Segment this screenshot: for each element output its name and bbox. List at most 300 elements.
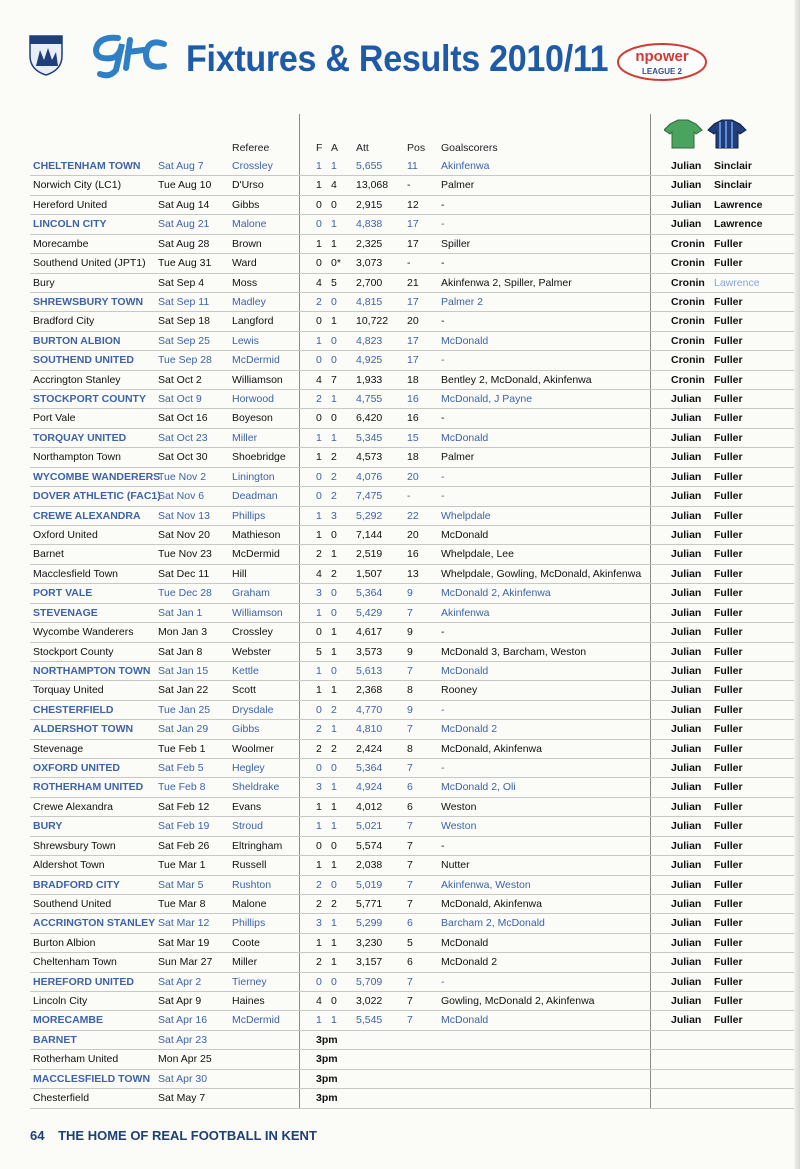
opponent: BRADFORD CITY bbox=[33, 878, 120, 891]
goalkeeper: Julian bbox=[671, 897, 702, 910]
match-date: Sat Dec 11 bbox=[158, 567, 210, 580]
referee: Webster bbox=[232, 645, 271, 658]
opponent: Chesterfield bbox=[33, 1092, 90, 1105]
goals-against: 1 bbox=[331, 315, 337, 328]
league-position: 7 bbox=[407, 897, 413, 910]
goals-for: 0 bbox=[316, 257, 322, 270]
match-date: Tue Feb 1 bbox=[158, 742, 206, 755]
kickoff-time: 3pm bbox=[316, 1092, 338, 1105]
goalscorers: McDonald 2, Akinfenwa bbox=[441, 587, 551, 600]
goals-against: 1 bbox=[331, 237, 337, 250]
referee: McDermid bbox=[232, 354, 280, 367]
fixture-row bbox=[0, 235, 800, 254]
goalkeeper: Julian bbox=[671, 664, 702, 677]
referee: Malone bbox=[232, 897, 267, 910]
goals-for: 1 bbox=[316, 431, 322, 444]
match-date: Sat Apr 2 bbox=[158, 975, 202, 988]
goalkeeper: Julian bbox=[671, 762, 702, 775]
league-position: 22 bbox=[407, 509, 419, 522]
referee: Evans bbox=[232, 800, 262, 813]
opponent: Shrewsbury Town bbox=[33, 839, 116, 852]
opponent: STOCKPORT COUNTY bbox=[33, 393, 146, 406]
league-position: 17 bbox=[407, 354, 419, 367]
match-date: Sun Mar 27 bbox=[158, 956, 213, 969]
opponent: Torquay United bbox=[33, 684, 104, 697]
opponent: Norwich City (LC1) bbox=[33, 179, 122, 192]
league-position: 6 bbox=[407, 800, 413, 813]
league-position: 9 bbox=[407, 645, 413, 658]
goals-for: 1 bbox=[316, 684, 322, 697]
fixture-row bbox=[0, 604, 800, 623]
goals-for: 0 bbox=[316, 626, 322, 639]
opponent: Accrington Stanley bbox=[33, 373, 121, 386]
match-date: Sat Mar 12 bbox=[158, 917, 210, 930]
opponent: Rotherham United bbox=[33, 1053, 119, 1066]
match-date: Sat Nov 13 bbox=[158, 509, 210, 522]
opponent: Bradford City bbox=[33, 315, 95, 328]
goals-for: 1 bbox=[316, 451, 322, 464]
match-date: Sat Oct 9 bbox=[158, 393, 202, 406]
league-position: 17 bbox=[407, 295, 419, 308]
npower-league2-logo bbox=[614, 38, 710, 84]
sub-goalkeeper: Fuller bbox=[714, 315, 743, 328]
sub-goalkeeper: Fuller bbox=[714, 1014, 743, 1027]
opponent: SHREWSBURY TOWN bbox=[33, 295, 144, 308]
npower-text: npower bbox=[635, 48, 689, 65]
opponent: Hereford United bbox=[33, 198, 108, 211]
goals-for: 0 bbox=[316, 762, 322, 775]
goalkeeper: Cronin bbox=[671, 257, 705, 270]
goals-against: 1 bbox=[331, 393, 337, 406]
goals-for: 0 bbox=[316, 839, 322, 852]
goalkeeper: Julian bbox=[671, 1014, 702, 1027]
match-date: Tue Mar 1 bbox=[158, 859, 206, 872]
goals-for: 2 bbox=[316, 548, 322, 561]
fixture-row bbox=[0, 973, 800, 992]
goalkeeper: Cronin bbox=[671, 276, 705, 289]
goals-for: 4 bbox=[316, 276, 322, 289]
referee: Kettle bbox=[232, 664, 259, 677]
attendance: 2,519 bbox=[356, 548, 383, 561]
match-date: Sat Mar 19 bbox=[158, 936, 210, 949]
goals-against: 0 bbox=[331, 334, 337, 347]
league-position: 9 bbox=[407, 587, 413, 600]
match-date: Sat Oct 30 bbox=[158, 451, 208, 464]
fixture-row bbox=[0, 992, 800, 1011]
sub-goalkeeper: Fuller bbox=[714, 897, 743, 910]
opponent: BURY bbox=[33, 820, 63, 833]
match-date: Tue Aug 31 bbox=[158, 257, 212, 270]
sub-goalkeeper: Fuller bbox=[714, 451, 743, 464]
fixture-row bbox=[0, 1089, 800, 1108]
sub-goalkeeper: Sinclair bbox=[714, 179, 752, 192]
goals-for: 0 bbox=[316, 198, 322, 211]
attendance: 5,655 bbox=[356, 160, 383, 172]
goalscorers: - bbox=[441, 975, 445, 988]
goalkeeper: Cronin bbox=[671, 334, 705, 347]
match-date: Sat Aug 7 bbox=[158, 160, 204, 172]
league-position: 5 bbox=[407, 936, 413, 949]
goals-for: 2 bbox=[316, 956, 322, 969]
kickoff-time: 3pm bbox=[316, 1033, 338, 1046]
goalscorers: Akinfenwa 2, Spiller, Palmer bbox=[441, 276, 572, 289]
fixture-row bbox=[0, 701, 800, 720]
attendance: 4,838 bbox=[356, 218, 383, 231]
match-date: Tue Jan 25 bbox=[158, 703, 211, 716]
goals-against: 1 bbox=[331, 160, 337, 172]
goals-against: 1 bbox=[331, 626, 337, 639]
col-head-a: A bbox=[331, 142, 339, 154]
goals-against: 0 bbox=[331, 354, 337, 367]
goals-against: 0 bbox=[331, 878, 337, 891]
match-date: Sat Sep 18 bbox=[158, 315, 210, 328]
goalkeeper: Julian bbox=[671, 936, 702, 949]
goalkeeper: Cronin bbox=[671, 354, 705, 367]
goals-for: 2 bbox=[316, 723, 322, 736]
fixture-row bbox=[0, 914, 800, 933]
referee: Ward bbox=[232, 257, 257, 270]
attendance: 5,292 bbox=[356, 509, 383, 522]
fixture-row bbox=[0, 837, 800, 856]
referee: Scott bbox=[232, 684, 256, 697]
attendance: 1,507 bbox=[356, 567, 383, 580]
goals-for: 1 bbox=[316, 859, 322, 872]
goalscorers: McDonald bbox=[441, 528, 489, 541]
referee: Linington bbox=[232, 470, 275, 483]
goals-against: 5 bbox=[331, 276, 337, 289]
match-date: Tue Nov 23 bbox=[158, 548, 212, 561]
league-text: LEAGUE 2 bbox=[641, 67, 683, 76]
npower-logo-icon bbox=[614, 38, 710, 84]
referee: Crossley bbox=[232, 626, 273, 639]
goals-for: 4 bbox=[316, 373, 322, 386]
league-position: 7 bbox=[407, 859, 413, 872]
opponent: WYCOMBE WANDERERS bbox=[33, 470, 161, 483]
match-date: Sat Sep 11 bbox=[158, 295, 210, 308]
league-position: 17 bbox=[407, 218, 419, 231]
attendance: 5,019 bbox=[356, 878, 383, 891]
referee: Shoebridge bbox=[232, 451, 286, 464]
sub-goalkeeper: Fuller bbox=[714, 470, 743, 483]
sub-goalkeeper: Fuller bbox=[714, 762, 743, 775]
goals-for: 1 bbox=[316, 334, 322, 347]
opponent: CHESTERFIELD bbox=[33, 703, 114, 716]
goals-against: 4 bbox=[331, 179, 337, 192]
sub-goalkeeper: Fuller bbox=[714, 820, 743, 833]
goals-against: 1 bbox=[331, 800, 337, 813]
goalkeeper: Julian bbox=[671, 645, 702, 658]
goals-against: 1 bbox=[331, 956, 337, 969]
goalkeeper: Julian bbox=[671, 859, 702, 872]
goalscorers: - bbox=[441, 198, 445, 211]
goalscorers: Nutter bbox=[441, 859, 470, 872]
sub-goalkeeper: Fuller bbox=[714, 528, 743, 541]
match-date: Mon Jan 3 bbox=[158, 626, 208, 639]
goalscorers: McDonald bbox=[441, 936, 489, 949]
page-footer bbox=[30, 1128, 317, 1143]
opponent: PORT VALE bbox=[33, 587, 93, 600]
goals-for: 2 bbox=[316, 897, 322, 910]
goalkeeper: Julian bbox=[671, 839, 702, 852]
opponent: MORECAMBE bbox=[33, 1014, 103, 1027]
goalscorers: Akinfenwa bbox=[441, 160, 490, 172]
sub-goalkeeper: Lawrence bbox=[714, 276, 760, 289]
goalscorers: - bbox=[441, 218, 445, 231]
attendance: 4,823 bbox=[356, 334, 383, 347]
goals-for: 1 bbox=[316, 237, 322, 250]
match-date: Sat Apr 16 bbox=[158, 1014, 208, 1027]
fixture-row bbox=[0, 507, 800, 526]
attendance: 7,144 bbox=[356, 528, 383, 541]
opponent: DOVER ATHLETIC (FAC1) bbox=[33, 490, 161, 503]
match-date: Tue Feb 8 bbox=[158, 781, 206, 794]
goalscorers: - bbox=[441, 315, 445, 328]
goals-for: 1 bbox=[316, 509, 322, 522]
goals-for: 0 bbox=[316, 412, 322, 425]
opponent: Cheltenham Town bbox=[33, 956, 117, 969]
goalscorers: Weston bbox=[441, 800, 477, 813]
sub-goalkeeper: Lawrence bbox=[714, 218, 763, 231]
league-position: 15 bbox=[407, 431, 419, 444]
referee: Miller bbox=[232, 431, 258, 444]
fixture-row bbox=[0, 817, 800, 836]
match-date: Tue Nov 2 bbox=[158, 470, 207, 483]
league-position: 20 bbox=[407, 470, 419, 483]
league-position: 13 bbox=[407, 567, 419, 580]
fixture-row bbox=[0, 312, 800, 331]
goalkeeper: Julian bbox=[671, 975, 702, 988]
league-position: 6 bbox=[407, 781, 413, 794]
fixture-row bbox=[0, 409, 800, 428]
fixture-row bbox=[0, 895, 800, 914]
col-head-pos: Pos bbox=[407, 142, 426, 154]
goalscorers: McDonald 2, Oli bbox=[441, 781, 516, 794]
goalscorers: - bbox=[441, 703, 445, 716]
attendance: 4,755 bbox=[356, 393, 383, 406]
attendance: 5,299 bbox=[356, 917, 383, 930]
goalkeeper: Julian bbox=[671, 995, 702, 1008]
opponent: Morecambe bbox=[33, 237, 89, 250]
referee: Horwood bbox=[232, 393, 275, 406]
league-position: - bbox=[407, 257, 411, 270]
page-edge-shadow bbox=[794, 0, 800, 1169]
attendance: 5,613 bbox=[356, 664, 383, 677]
goalscorers: McDonald 2 bbox=[441, 723, 498, 736]
goals-for: 1 bbox=[316, 936, 322, 949]
goals-against: 0 bbox=[331, 587, 337, 600]
goals-for: 1 bbox=[316, 820, 322, 833]
attendance: 4,925 bbox=[356, 354, 383, 367]
goalkeeper: Julian bbox=[671, 490, 702, 503]
goalscorers: McDonald bbox=[441, 334, 489, 347]
goals-against: 2 bbox=[331, 567, 337, 580]
sub-goalkeeper: Fuller bbox=[714, 334, 743, 347]
goals-against: 1 bbox=[331, 859, 337, 872]
goalscorers: Palmer bbox=[441, 451, 475, 464]
attendance: 4,012 bbox=[356, 800, 383, 813]
match-date: Sat Feb 26 bbox=[158, 839, 210, 852]
fixture-row bbox=[0, 876, 800, 895]
goals-for: 2 bbox=[316, 393, 322, 406]
goalkeeper: Julian bbox=[671, 956, 702, 969]
referee: Phillips bbox=[232, 917, 266, 930]
page-number: 64 bbox=[30, 1128, 45, 1143]
goals-against: 7 bbox=[331, 373, 337, 386]
match-date: Tue Sep 28 bbox=[158, 354, 212, 367]
club-crest-icon bbox=[28, 30, 64, 76]
fixture-row bbox=[0, 856, 800, 875]
referee: Deadman bbox=[232, 490, 278, 503]
col-head-referee: Referee bbox=[232, 142, 270, 154]
sub-goalkeeper: Fuller bbox=[714, 373, 743, 386]
opponent: Southend United (JPT1) bbox=[33, 257, 146, 270]
match-date: Sat Nov 6 bbox=[158, 490, 205, 503]
league-position: 20 bbox=[407, 528, 419, 541]
goals-against: 3 bbox=[331, 509, 337, 522]
fixture-row bbox=[0, 565, 800, 584]
league-position: 7 bbox=[407, 995, 413, 1008]
fixture-row bbox=[0, 390, 800, 409]
opponent: Stevenage bbox=[33, 742, 84, 755]
goalkeeper: Julian bbox=[671, 820, 702, 833]
league-position: 6 bbox=[407, 956, 413, 969]
goalscorers: - bbox=[441, 470, 445, 483]
sub-goalkeeper: Fuller bbox=[714, 878, 743, 891]
referee: Stroud bbox=[232, 820, 263, 833]
goals-against: 0 bbox=[331, 995, 337, 1008]
goals-against: 0 bbox=[331, 975, 337, 988]
opponent: Burton Albion bbox=[33, 936, 96, 949]
col-head-goalscorers: Goalscorers bbox=[441, 142, 498, 154]
sub-goalkeeper: Fuller bbox=[714, 703, 743, 716]
goalscorers: - bbox=[441, 762, 445, 775]
opponent: CHELTENHAM TOWN bbox=[33, 160, 141, 172]
goalscorers: Akinfenwa bbox=[441, 606, 490, 619]
row-divider bbox=[30, 1108, 800, 1109]
goals-against: 2 bbox=[331, 897, 337, 910]
opponent: Crewe Alexandra bbox=[33, 800, 113, 813]
referee: Woolmer bbox=[232, 742, 274, 755]
league-position: 7 bbox=[407, 975, 413, 988]
goalkeeper: Julian bbox=[671, 548, 702, 561]
goals-against: 1 bbox=[331, 218, 337, 231]
fixture-row bbox=[0, 934, 800, 953]
league-position: 9 bbox=[407, 703, 413, 716]
opponent: MACCLESFIELD TOWN bbox=[33, 1072, 151, 1085]
referee: Sheldrake bbox=[232, 781, 280, 794]
attendance: 3,230 bbox=[356, 936, 383, 949]
opponent: LINCOLN CITY bbox=[33, 218, 107, 231]
league-position: 17 bbox=[407, 334, 419, 347]
match-date: Sat Oct 16 bbox=[158, 412, 208, 425]
goalscorers: Whelpdale, Lee bbox=[441, 548, 514, 561]
goals-for: 0 bbox=[316, 470, 322, 483]
goalkeeper: Cronin bbox=[671, 295, 705, 308]
opponent: Lincoln City bbox=[33, 995, 88, 1008]
referee: Boyeson bbox=[232, 412, 273, 425]
opponent: Bury bbox=[33, 276, 55, 289]
kickoff-time: 3pm bbox=[316, 1053, 338, 1066]
sub-goalkeeper: Fuller bbox=[714, 742, 743, 755]
attendance: 4,617 bbox=[356, 626, 383, 639]
goals-against: 2 bbox=[331, 470, 337, 483]
attendance: 5,771 bbox=[356, 897, 383, 910]
goals-against: 0 bbox=[331, 839, 337, 852]
fixture-row bbox=[0, 1050, 800, 1069]
goals-for: 5 bbox=[316, 645, 322, 658]
attendance: 3,573 bbox=[356, 645, 383, 658]
goals-for: 1 bbox=[316, 1014, 322, 1027]
league-position: 11 bbox=[407, 160, 418, 172]
goalkeeper: Julian bbox=[671, 917, 702, 930]
opponent: BARNET bbox=[33, 1033, 77, 1046]
league-position: 16 bbox=[407, 412, 419, 425]
referee: Eltringham bbox=[232, 839, 283, 852]
league-position: 18 bbox=[407, 451, 419, 464]
goalscorers: McDonald bbox=[441, 1014, 489, 1027]
attendance: 5,021 bbox=[356, 820, 383, 833]
referee: Tierney bbox=[232, 975, 267, 988]
match-date: Sat Oct 2 bbox=[158, 373, 202, 386]
league-position: 20 bbox=[407, 315, 419, 328]
goalkeeper: Julian bbox=[671, 703, 702, 716]
goals-against: 1 bbox=[331, 431, 337, 444]
fixture-row bbox=[0, 953, 800, 972]
gfc-monogram-icon bbox=[90, 30, 168, 80]
goalscorers: Rooney bbox=[441, 684, 478, 697]
goals-against: 1 bbox=[331, 1014, 337, 1027]
goals-for: 1 bbox=[316, 800, 322, 813]
fixture-row bbox=[0, 681, 800, 700]
goalkeeper: Cronin bbox=[671, 315, 705, 328]
attendance: 5,364 bbox=[356, 587, 383, 600]
referee: Gibbs bbox=[232, 723, 260, 736]
goalscorers: Palmer 2 bbox=[441, 295, 484, 308]
league-position: 6 bbox=[407, 917, 413, 930]
goals-for: 4 bbox=[316, 995, 322, 1008]
goals-against: 2 bbox=[331, 742, 337, 755]
league-position: 21 bbox=[407, 276, 419, 289]
opponent: Stockport County bbox=[33, 645, 114, 658]
goals-against: 2 bbox=[331, 451, 337, 464]
sub-goalkeeper: Fuller bbox=[714, 645, 743, 658]
sub-goalkeeper: Fuller bbox=[714, 956, 743, 969]
fixture-row bbox=[0, 332, 800, 351]
match-date: Sat May 7 bbox=[158, 1092, 206, 1105]
referee: Miller bbox=[232, 956, 258, 969]
goalscorers: McDonald, Akinfenwa bbox=[441, 742, 542, 755]
referee: Haines bbox=[232, 995, 265, 1008]
attendance: 10,722 bbox=[356, 315, 389, 328]
goals-against: 0 bbox=[331, 762, 337, 775]
goalkeeper: Julian bbox=[671, 431, 702, 444]
goals-for: 1 bbox=[316, 664, 322, 677]
attendance: 3,073 bbox=[356, 257, 383, 270]
referee: Gibbs bbox=[232, 198, 260, 211]
sub-goalkeeper: Fuller bbox=[714, 237, 743, 250]
match-date: Sat Jan 15 bbox=[158, 664, 209, 677]
attendance: 4,076 bbox=[356, 470, 383, 483]
attendance: 2,368 bbox=[356, 684, 383, 697]
goals-against: 1 bbox=[331, 684, 337, 697]
sub-goalkeeper: Fuller bbox=[714, 800, 743, 813]
goalkeeper: Julian bbox=[671, 509, 702, 522]
fixture-row bbox=[0, 798, 800, 817]
goals-against: 0 bbox=[331, 198, 337, 211]
opponent: OXFORD UNITED bbox=[33, 762, 120, 775]
opponent: Southend United bbox=[33, 897, 112, 910]
goalscorers: McDonald 2 bbox=[441, 956, 498, 969]
